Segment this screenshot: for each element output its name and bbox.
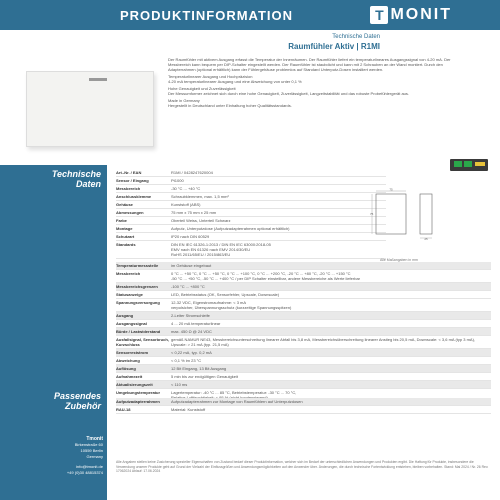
measurement-spec-row xyxy=(116,373,491,381)
spec-key: Abmessungen xyxy=(116,210,144,215)
logo-word: MONIT xyxy=(390,6,452,23)
electronics-module-illustration xyxy=(448,156,490,174)
intro-paragraph: Made in Germany Hergestellt in Deutschland unter Einhaltung hoher Qualitätsstandards. xyxy=(168,98,292,108)
spec-value: 5 min bis zur endgültigen Genauigkeit xyxy=(171,374,238,379)
spec-key: Montage xyxy=(116,226,133,231)
sensor-housing xyxy=(26,71,154,147)
intro-text xyxy=(168,57,468,110)
spec-value: gemäß NAMUR NE43, Messbereichsunterschreitung linearer Abfall bis 3,8 mA, Messbereichsüberschreitung linearer Anstieg bis 20,5 mA, Downscale: < 3,6 mA (typ 3 mA), Upscale: > 21 mA (typ. 21,5 mA) xyxy=(171,337,476,347)
spec-key: Messbereich xyxy=(116,186,141,191)
spec-value: DIN EN IEC 61326-1:2013 / DIN EN IEC 63000:2018-05 EMV nach EN 61326 nach EMV 2014/30/EU RoHS 2011/65/EU / 2015/863/EU xyxy=(171,242,271,257)
spec-value: Pt1000 xyxy=(171,178,184,183)
spec-value: 2-Leiter Stromschleife xyxy=(171,313,210,318)
spec-key: Anschlussklemme xyxy=(116,194,152,199)
spec-value: max. 450 Ω @ 24 VDC xyxy=(171,329,212,334)
intro-paragraph: Hohe Genauigkeit und Zuverlässigkeit Der Messumformer zeichnet sich durch eine hohe Genauigkeit, Zuverlässigkeit, Langzeitstabilität und das robuste Probefühlergerät aus. xyxy=(168,86,410,96)
spec-key: Auflösung xyxy=(116,366,136,371)
measurement-spec-row xyxy=(116,349,491,357)
measurement-spec-row xyxy=(116,299,491,312)
product-image xyxy=(20,63,160,150)
spec-row xyxy=(116,241,386,259)
spec-row xyxy=(116,233,386,241)
measurement-spec-row xyxy=(116,312,491,320)
spec-key: Sensor / Eingang xyxy=(116,178,149,183)
spec-key: Bürde / Lastwiderstand xyxy=(116,329,161,334)
accessory-value: Aufputzadapterrahmen zur Montage von Raumfühlern auf Unterputzdosen xyxy=(171,399,303,404)
accessory-value: Material: Kunststoff xyxy=(171,407,206,412)
spec-key: Messbereichsgrenzen xyxy=(116,284,158,289)
spec-key: Abweichung xyxy=(116,358,140,363)
measurement-spec-row xyxy=(116,320,491,328)
spec-key: Spannungsversorgung xyxy=(116,300,160,305)
accessory-key: RAU-18 xyxy=(116,407,131,412)
dim-depth: 25 xyxy=(424,237,428,240)
measurement-spec-row xyxy=(116,283,491,291)
brand-logo xyxy=(370,6,452,24)
company-country: Germany xyxy=(86,454,103,459)
spec-row xyxy=(116,201,386,209)
spec-key: Messbereich xyxy=(116,271,141,276)
spec-key: Umgebungstemperatur xyxy=(116,390,161,395)
header-subtitle: Raumfühler Aktiv | R1MI xyxy=(288,42,380,51)
dimension-note: Alle Maßangaben in mm xyxy=(380,258,418,262)
accessory-table xyxy=(116,398,491,414)
measurement-spec-table xyxy=(116,262,491,402)
spec-value: 0 °C ... +50 °C, 0 °C ... +50 °C, 0 °C ... +100 °C, 0 °C ... +200 °C, -20 °C ... +80 °C, -20 °C ... +150 °C -50 °C ... +50 °C, -50 °C ... +400 °C / per DIP Schalter einstellbar, andere Messbereiche als Werte lieferbar xyxy=(171,271,361,281)
intro-paragraph: Der Raumfühler mit aktivem Ausgang erfasst die Temperatur der Innenräumen. Der Raumfühler liefert ein temperaturlineares Ausgangssignal von 4-20 mA. Der Messbereich kann bequem per DIP-Schalter eingestellt werden. Der Raumfühler ist staubdicht und kann mit 2 Schrauben an der Wand montiert. Durch den Adapterrahmen (optional erhältlich) kann der Fühlergehäuse problemlos auf Standard Unterputz-Dosen installiert werden. xyxy=(168,57,451,72)
spec-value: LED, Betriebsstatus (OK, Sensorfehler, Upscale, Downscale) xyxy=(171,292,280,297)
dim-height: 75 xyxy=(370,212,374,216)
spec-row xyxy=(116,193,386,201)
spec-value: -100 °C ... +800 °C xyxy=(171,284,205,289)
spec-key: Statusanzeige xyxy=(116,292,143,297)
spec-key: Aufnahmezeit xyxy=(116,374,143,379)
measurement-spec-row xyxy=(116,365,491,373)
spec-table xyxy=(116,169,386,259)
spec-value: IP20 nach DIN 60529 xyxy=(171,234,210,239)
measurement-spec-row xyxy=(116,357,491,365)
spec-key: Sensorreststrom xyxy=(116,350,149,355)
company-name: Tmonit xyxy=(86,436,103,442)
spec-value: Aufputz, Unterputzdose (Aufputzadapterrahmen optional erhältlich) xyxy=(171,226,290,231)
header-subtitle-small: Technische Daten xyxy=(332,34,380,40)
spec-key: Ausgang xyxy=(116,313,134,318)
spec-value: 12-32 VDC, Eigenstromaufnahme: < 3 mA verpolsicher, Überspannungsschutz (kurzzeitige Spannungsspitzen) xyxy=(171,300,292,310)
contact-block xyxy=(8,436,103,476)
sidebar-label-accessories: Passendes Zubehör xyxy=(53,391,101,411)
logo-letter: T xyxy=(370,6,388,24)
spec-key: Aktualisierungszeit xyxy=(116,382,153,387)
spec-row xyxy=(116,217,386,225)
accessory-row xyxy=(116,406,491,414)
sidebar-label-technical: Technische Daten xyxy=(51,169,101,189)
dim-width: 75 xyxy=(389,188,393,192)
measurement-spec-row xyxy=(116,336,491,349)
spec-value: R1MI / 0428247620004 xyxy=(171,170,213,175)
page-title: PRODUKTINFORMATION xyxy=(120,8,294,23)
spec-value: Schraubklemmen, max. 1,5 mm² xyxy=(171,194,229,199)
spec-value: Kunststoff (ABS) xyxy=(171,202,201,207)
spec-value: Lagertemperatur: -40 °C ... 85 °C, Betriebstemperatur: -30 °C ... 70 °C, xyxy=(171,390,297,395)
spec-row xyxy=(116,209,386,217)
spec-row xyxy=(116,177,386,185)
footer-disclaimer: Alle Angaben stellen keine Zusicherung spezieller Eigenschaften von Zustand bedarf dieser Produktinformation, welcher sich im Bedarf der unterschiedlichen Anwendungen und Produkten ergibt. Die Haftung für Produkte, insbesondere die Verwendung unserer Produkte geht auf Grund der Vielzahl der Einflussgrößen und Anwendungsmöglichkeiten auf den Anwender über. Änderungen, die durch technische Fortentwicklung entstehen, bleiben vorbehalten. Stand: Mai 2024 / Nr. 26 Rev. 17062024 Ablauf: 17.06.2024 xyxy=(116,460,489,473)
spec-key: Schutzart xyxy=(116,234,135,239)
spec-key: Art.-Nr. / EAN xyxy=(116,170,142,175)
accessory-key: Aufputzadapterrahmen xyxy=(116,399,160,404)
measurement-spec-row xyxy=(116,270,491,283)
spec-key: Farbe xyxy=(116,218,127,223)
spec-key: Ausgangssignal xyxy=(116,321,147,326)
spec-row xyxy=(116,169,386,177)
company-email[interactable]: info@tmonit.de xyxy=(76,464,103,469)
spec-value: -30 °C ... +40 °C xyxy=(171,186,201,191)
spec-value: 4 ... 20 mA temperaturlinear xyxy=(171,321,221,326)
company-city: 10559 Berlin xyxy=(80,448,103,453)
spec-row xyxy=(116,185,386,193)
spec-value: < 110 ms xyxy=(171,382,188,387)
spec-key: Gehäuse xyxy=(116,202,133,207)
spec-row xyxy=(116,225,386,233)
measurement-spec-row xyxy=(116,262,491,270)
company-phone: +49 (0)30 48815374 xyxy=(66,470,103,475)
spec-value: im Gehäuse eingebaut xyxy=(171,263,212,268)
spec-key: Ausfallsignal, Sensorbruch, Kurzschluss xyxy=(116,337,169,347)
spec-key: Standards xyxy=(116,242,136,247)
sensor-slot xyxy=(89,78,107,81)
company-street: Birkenstraße 60 xyxy=(74,442,103,447)
spec-key: Temperaturmessstelle xyxy=(116,263,159,268)
dimension-drawing xyxy=(370,188,440,240)
accessory-row xyxy=(116,398,491,406)
spec-value: Oberteil Weiss, Unterteil Schwarz xyxy=(171,218,231,223)
spec-value: 75 mm x 75 mm x 25 mm xyxy=(171,210,217,215)
measurement-spec-row xyxy=(116,328,491,336)
spec-value: < 0,1 % im 23 °C xyxy=(171,358,202,363)
intro-paragraph: Temperaturlinearer Ausgang und Hochpräzision 4-20 mA temperaturlinearer Ausgang und eine Abweichung von unter 0,1 % xyxy=(168,74,302,84)
measurement-spec-row xyxy=(116,291,491,299)
spec-value: 12 Bit Eingang, 13 Bit Ausgang xyxy=(171,366,227,371)
spec-value: < 0,22 mA, typ. 0,2 mA xyxy=(171,350,212,355)
measurement-spec-row xyxy=(116,381,491,389)
